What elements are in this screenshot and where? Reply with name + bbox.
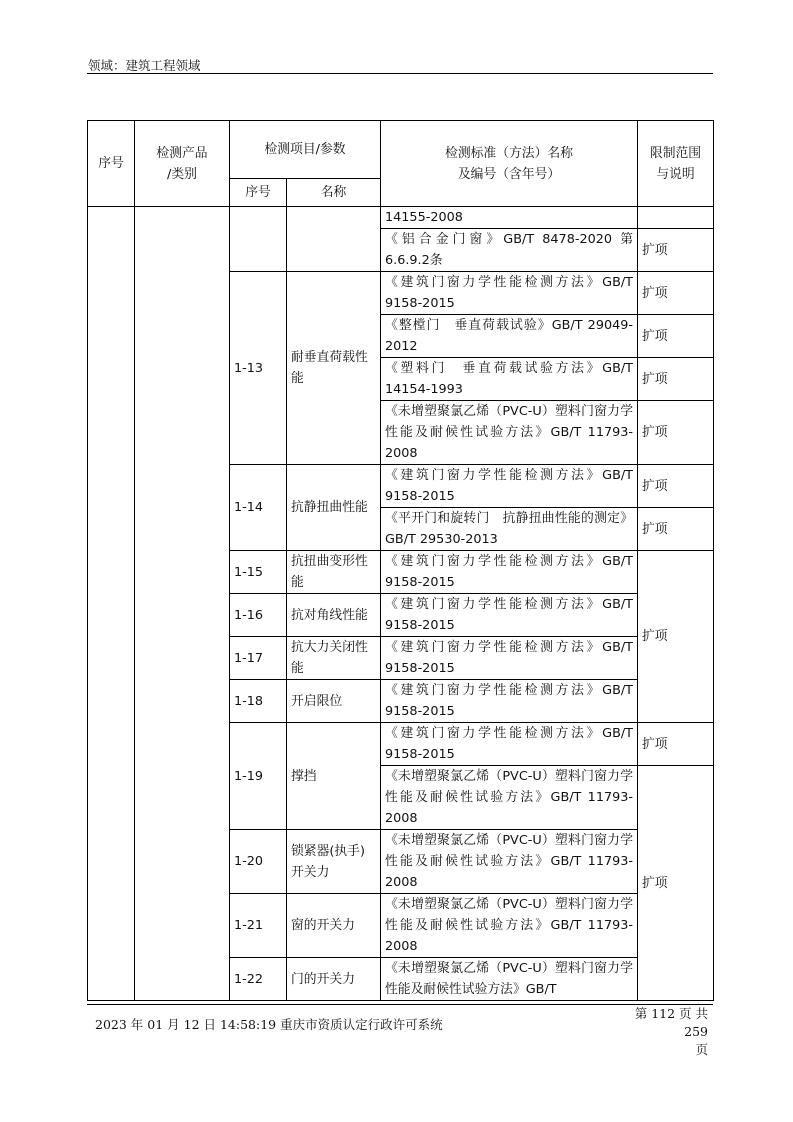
limit-cell: 扩项 [638, 508, 714, 551]
standard-cell: 《塑料门 垂直荷载试验方法》GB/T 14154-1993 [381, 358, 638, 401]
item-seq-cell: 1-17 [230, 637, 287, 680]
header-divider [87, 73, 713, 74]
item-seq-cell: 1-14 [230, 465, 287, 551]
limit-cell: 扩项 [638, 315, 714, 358]
item-seq-cell: 1-16 [230, 594, 287, 637]
limit-cell: 扩项 [638, 551, 714, 723]
item-name-cell: 窗的开关力 [287, 894, 381, 958]
item-name-cell: 抗大力关闭性能 [287, 637, 381, 680]
limit-cell: 扩项 [638, 229, 714, 272]
footer-timestamp: 2023 年 01 月 12 日 14:58:19 重庆市资质认定行政许可系统 [95, 1017, 443, 1032]
item-seq-cell: 1-18 [230, 680, 287, 723]
qualification-table [87, 120, 714, 1001]
limit-cell: 扩项 [638, 272, 714, 315]
standard-cell: 《未增塑聚氯乙烯（PVC-U）塑料门窗力学性能及耐候性试验方法》GB/T 11793-2008 [381, 894, 638, 958]
item-seq-cell: 1-15 [230, 551, 287, 594]
col-header-item-name: 名称 [287, 179, 381, 207]
standard-cell: 《铝合金门窗》GB/T 8478-2020 第6.6.9.2条 [381, 229, 638, 272]
item-seq-cell: 1-22 [230, 958, 287, 1001]
item-name-cell: 抗静扭曲性能 [287, 465, 381, 551]
group-seq-cell [88, 207, 135, 1001]
item-seq-cell: 1-19 [230, 723, 287, 830]
page-header-domain: 领域：建筑工程领域 [88, 58, 201, 73]
col-header-item: 检测项目/参数 [230, 121, 381, 179]
item-name-cell: 耐垂直荷载性能 [287, 272, 381, 465]
item-seq-cell: 1-13 [230, 272, 287, 465]
standard-cell: 《平开门和旋转门 抗静扭曲性能的测定》GB/T 29530-2013 [381, 508, 638, 551]
item-name-cell: 锁紧器(执手)开关力 [287, 830, 381, 894]
col-header-product: 检测产品 /类别 [135, 121, 230, 207]
item-seq-cell: 1-21 [230, 894, 287, 958]
item-name-cell [287, 207, 381, 272]
item-seq-cell: 1-20 [230, 830, 287, 894]
item-name-cell: 撑挡 [287, 723, 381, 830]
limit-cell [638, 207, 714, 229]
item-name-cell: 开启限位 [287, 680, 381, 723]
limit-cell: 扩项 [638, 358, 714, 401]
page-count: 第 112 页 共 259 [634, 1006, 708, 1039]
standard-cell: 《建筑门窗力学性能检测方法》GB/T 9158-2015 [381, 465, 638, 508]
standard-cell: 《建筑门窗力学性能检测方法》GB/T 9158-2015 [381, 594, 638, 637]
item-name-cell: 门的开关力 [287, 958, 381, 1001]
standard-cell: 《未增塑聚氯乙烯（PVC-U）塑料门窗力学性能及耐候性试验方法》GB/T 11793-2008 [381, 401, 638, 465]
group-product-cell [135, 207, 230, 1001]
standard-cell: 《建筑门窗力学性能检测方法》GB/T 9158-2015 [381, 272, 638, 315]
limit-cell: 扩项 [638, 465, 714, 508]
limit-cell: 扩项 [638, 401, 714, 465]
col-header-limit: 限制范围 与说明 [638, 121, 714, 207]
standard-cell: 《建筑门窗力学性能检测方法》GB/T 9158-2015 [381, 680, 638, 723]
footer-page-number [614, 1005, 708, 1059]
col-header-standard: 检测标准（方法）名称 及编号（含年号） [381, 121, 638, 207]
limit-cell: 扩项 [638, 766, 714, 1001]
standard-cell: 《建筑门窗力学性能检测方法》GB/T 9158-2015 [381, 551, 638, 594]
standard-cell: 《未增塑聚氯乙烯（PVC-U）塑料门窗力学性能及耐候性试验方法》GB/T [381, 958, 638, 1001]
standard-cell: 《未增塑聚氯乙烯（PVC-U）塑料门窗力学性能及耐候性试验方法》GB/T 11793-2008 [381, 830, 638, 894]
col-header-item-seq: 序号 [230, 179, 287, 207]
limit-cell: 扩项 [638, 723, 714, 766]
standard-cell: 《建筑门窗力学性能检测方法》GB/T 9158-2015 [381, 637, 638, 680]
standard-cell: 《整樘门 垂直荷载试验》GB/T 29049-2012 [381, 315, 638, 358]
standard-cell: 《建筑门窗力学性能检测方法》GB/T 9158-2015 [381, 723, 638, 766]
item-seq-cell [230, 207, 287, 272]
standard-cell: 14155-2008 [381, 207, 638, 229]
item-name-cell: 抗对角线性能 [287, 594, 381, 637]
page-suffix: 页 [695, 1042, 708, 1057]
standard-cell: 《未增塑聚氯乙烯（PVC-U）塑料门窗力学性能及耐候性试验方法》GB/T 11793-2008 [381, 766, 638, 830]
item-name-cell: 抗扭曲变形性能 [287, 551, 381, 594]
col-header-seq: 序号 [88, 121, 135, 207]
